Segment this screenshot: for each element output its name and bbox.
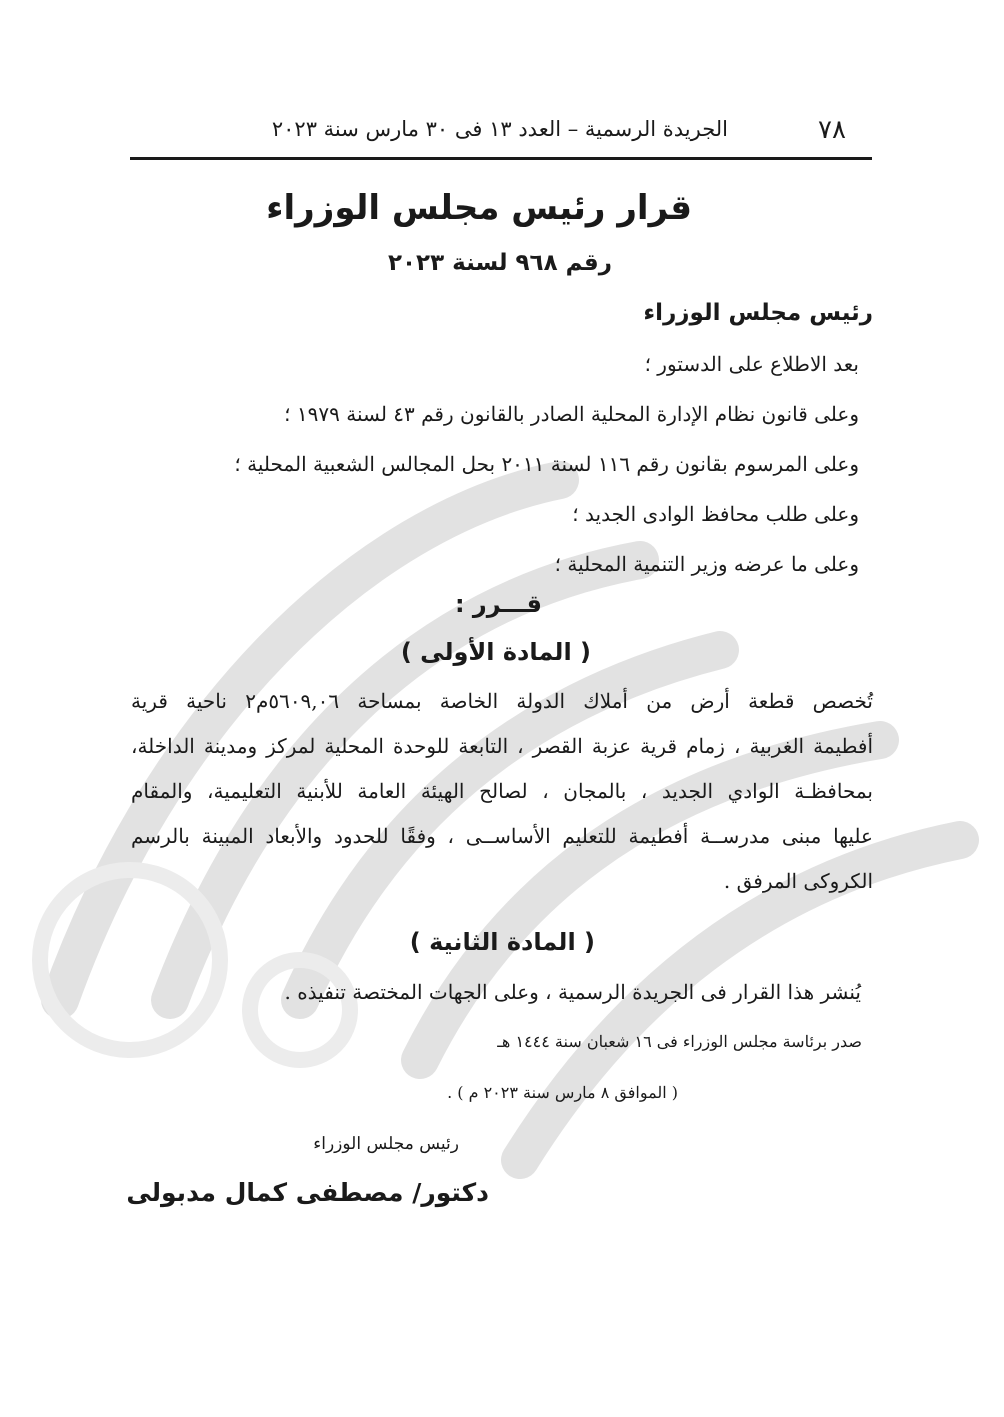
decree-number: رقم ٩٦٨ لسنة ٢٠٢٣ — [387, 250, 612, 276]
decree-title: قرار رئيس مجلس الوزراء — [266, 188, 692, 228]
issued-date-hijri: صدر برئاسة مجلس الوزراء فى ١٦ شعبان سنة ١٤٤٤ هـ — [497, 1032, 862, 1051]
article-2-body: يُنشر هذا القرار فى الجريدة الرسمية ، وعلى الجهات المختصة تنفيذه . — [284, 980, 861, 1004]
prelude-line: وعلى ما عرضه وزير التنمية المحلية ؛ — [554, 552, 859, 576]
article-1-line: عليها مبنى مدرســة أفطيمة للتعليم الأساســى ، وفقًا للحدود والأبعاد المبينة بالرسم — [131, 824, 873, 848]
article-1-line: تُخصص قطعة أرض من أملاك الدولة الخاصة بمساحة ٥٦٠٩,٠٦م٢ ناحية قرية — [131, 689, 873, 713]
issued-date-gregorian: ( الموافق ٨ مارس سنة ٢٠٢٣ م ) . — [447, 1083, 678, 1102]
running-head: الجريدة الرسمية – العدد ١٣ فى ٣٠ مارس سنة ٢٠٢٣ — [271, 117, 728, 141]
page-number: ٧٨ — [818, 115, 846, 145]
prelude-line: بعد الاطلاع على الدستور ؛ — [644, 352, 859, 376]
prelude-line: وعلى طلب محافظ الوادى الجديد ؛ — [572, 502, 859, 526]
issuer-heading: رئيس مجلس الوزراء — [643, 300, 873, 326]
article-1-line: الكروكى المرفق . — [723, 869, 873, 893]
prelude-line: وعلى قانون نظام الإدارة المحلية الصادر بالقانون رقم ٤٣ لسنة ١٩٧٩ ؛ — [284, 402, 859, 426]
article-2-title: ( المادة الثانية ) — [409, 928, 595, 956]
article-1-line: أفطيمة الغربية ، زمام قرية عزبة القصر ، التابعة للوحدة المحلية لمركز ومدينة الداخلة، — [131, 734, 874, 758]
watermark-seal — [250, 960, 350, 1060]
article-1-line: بمحافظـة الوادي الجديد ، بالمجان ، لصالح الهيئة العامة للأبنية التعليمية، والمقام — [131, 779, 873, 803]
signer-name: دكتور/ مصطفى كمال مدبولى — [126, 1178, 489, 1207]
signer-title: رئيس مجلس الوزراء — [313, 1134, 459, 1154]
prelude-list — [139, 350, 859, 600]
prelude-line: وعلى المرسوم بقانون رقم ١١٦ لسنة ٢٠١١ بحل المجالس الشعبية المحلية ؛ — [234, 452, 859, 476]
article-1-title: ( المادة الأولى ) — [400, 638, 591, 666]
article-1-body — [131, 683, 873, 908]
decided-heading: قـــرر : — [454, 590, 542, 618]
header-rule — [130, 157, 872, 160]
